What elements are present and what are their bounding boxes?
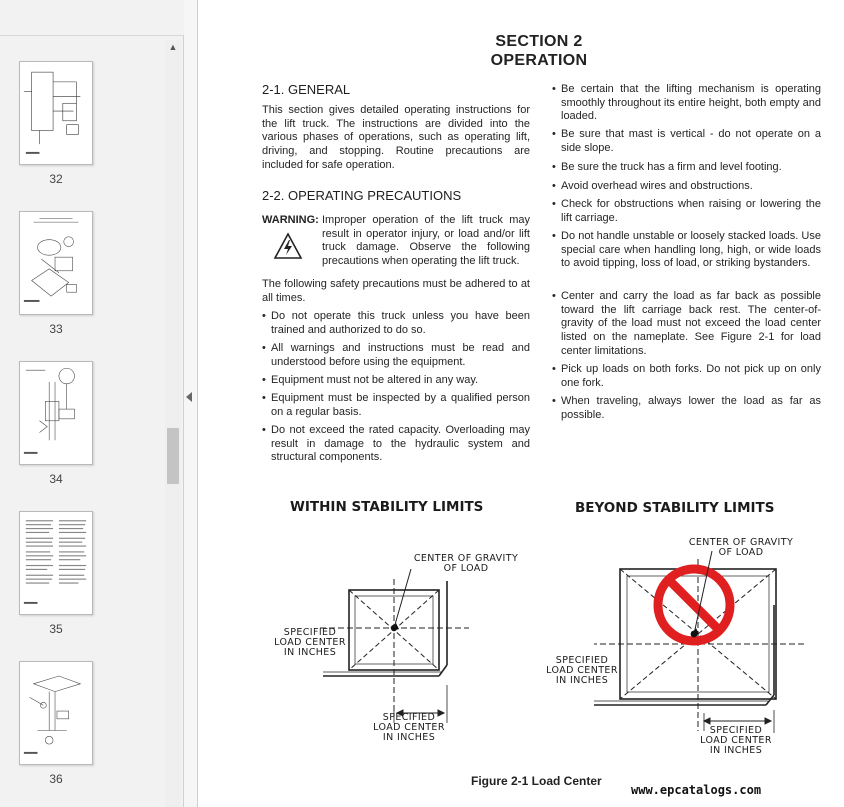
sidebar-toolbar [0, 0, 184, 36]
page-thumbnail-33[interactable] [19, 211, 93, 315]
section-number: SECTION 2 [495, 33, 583, 50]
specified-load-center-left-label: SPECIFIED LOAD CENTER IN INCHES [274, 627, 346, 658]
exploded-view-thumbnail-icon [20, 212, 92, 314]
scroll-up-icon[interactable]: ▲ [168, 42, 178, 52]
bullet-icon: • [552, 180, 556, 192]
list-item: • Be sure that mast is vertical - do not operate on a side slope. [552, 128, 821, 154]
bullet-icon: • [262, 424, 266, 436]
text-page-thumbnail-icon [20, 512, 92, 614]
cog-label-right: CENTER OF GRAVITY OF LOAD [688, 537, 794, 558]
list-item: • Equipment must be inspected by a qualified person on a regular basis. [262, 392, 530, 418]
bullet-icon: • [262, 342, 266, 354]
beyond-limits-title: BEYOND STABILITY LIMITS [575, 500, 775, 516]
bullet-icon: • [262, 374, 266, 386]
list-item: • Avoid overhead wires and obstructions. [552, 180, 753, 192]
electrical-hazard-icon [273, 232, 303, 260]
thumbnail-page-number: 36 [49, 772, 63, 786]
general-heading: 2-1. GENERAL [262, 82, 351, 97]
sidebar-scrollbar[interactable] [165, 40, 181, 807]
document-page [199, 0, 844, 807]
bullet-icon: • [262, 310, 266, 322]
bullet-icon: • [552, 230, 556, 242]
page-thumbnail-34[interactable] [19, 361, 93, 465]
bullet-icon: • [552, 395, 556, 407]
list-item: • Do not exceed the rated capacity. Overloading may result in damage to the hydraulic system and structural components. [262, 424, 530, 464]
specified-load-center-left-bottom-label: SPECIFIED LOAD CENTER IN INCHES [373, 712, 445, 743]
warning-label: WARNING: [262, 214, 319, 226]
panel-splitter[interactable] [184, 0, 198, 807]
list-item: • All warnings and instructions must be read and understood before using the equipment. [262, 342, 530, 368]
list-item: • Do not operate this truck unless you have been trained and authorized to do so. [262, 310, 530, 336]
thumbnail-page-number: 34 [49, 472, 63, 486]
bullet-icon: • [552, 128, 556, 140]
within-limits-title: WITHIN STABILITY LIMITS [290, 499, 484, 515]
bullet-icon: • [552, 290, 556, 302]
page-thumbnail-35[interactable] [19, 511, 93, 615]
specified-load-center-right-bottom-label: SPECIFIED LOAD CENTER IN INCHES [700, 725, 772, 756]
schematic-thumbnail-icon [20, 62, 92, 164]
list-item: • Pick up loads on both forks. Do not pick up on only one fork. [552, 363, 821, 389]
section-title: OPERATION [490, 52, 588, 69]
specified-load-center-right-label: SPECIFIED LOAD CENTER IN INCHES [546, 655, 618, 686]
sidebar-scroll-thumb[interactable] [167, 428, 179, 484]
assembly-diagram-thumbnail-icon [20, 662, 92, 764]
mast-diagram-thumbnail-icon [20, 362, 92, 464]
precautions-heading: 2-2. OPERATING PRECAUTIONS [262, 188, 462, 203]
watermark: www.epcatalogs.com [631, 783, 762, 797]
thumbnail-page-number: 35 [49, 622, 63, 636]
page-thumbnail-32[interactable] [19, 61, 93, 165]
bullet-icon: • [552, 198, 556, 210]
precautions-intro: The following safety precautions must be adhered to at all times. [262, 278, 530, 304]
beyond-limits-diagram [594, 545, 814, 745]
bullet-icon: • [552, 161, 556, 173]
bullet-icon: • [262, 392, 266, 404]
list-item: • Check for obstructions when raising or lowering the lift carriage. [552, 198, 821, 224]
bullet-icon: • [552, 363, 556, 375]
list-item: • Be certain that the lifting mechanism is operating smoothly throughout its entire height, both empty and loaded. [552, 83, 821, 123]
warning-text: Improper operation of the lift truck may result in operator injury, or load and/or lift truck damage. Observe the following precautions when operating the lift truck. [322, 214, 530, 268]
bullet-icon: • [552, 83, 556, 95]
list-item: • Equipment must not be altered in any way. [262, 374, 479, 386]
list-item: • When traveling, always lower the load as far as possible. [552, 395, 821, 421]
general-paragraph: This section gives detailed operating instructions for the lift truck. The instructions are divided into the various phases of operations, such as operating lift, driving, and stopping. Routine precautions are included for safe operation. [262, 104, 530, 171]
cog-label-left: CENTER OF GRAVITY OF LOAD [413, 553, 519, 574]
list-item: • Center and carry the load as far back as possible toward the lift carriage back rest. The center-of-gravity of the load must not exceed the load center listed on the nameplate. See Figure 2-1 for load center limitations. [552, 290, 821, 357]
collapse-sidebar-icon[interactable] [186, 392, 192, 402]
thumbnail-page-number: 33 [49, 322, 63, 336]
thumbnail-page-number: 32 [49, 172, 63, 186]
page-thumbnail-36[interactable] [19, 661, 93, 765]
figure-caption: Figure 2-1 Load Center [471, 774, 602, 788]
list-item: • Be sure the truck has a firm and level footing. [552, 161, 782, 173]
list-item: • Do not handle unstable or loosely stacked loads. Use special care when handling long, high, or wide loads to avoid tipping, loss of load, or striking bystanders. [552, 230, 821, 270]
